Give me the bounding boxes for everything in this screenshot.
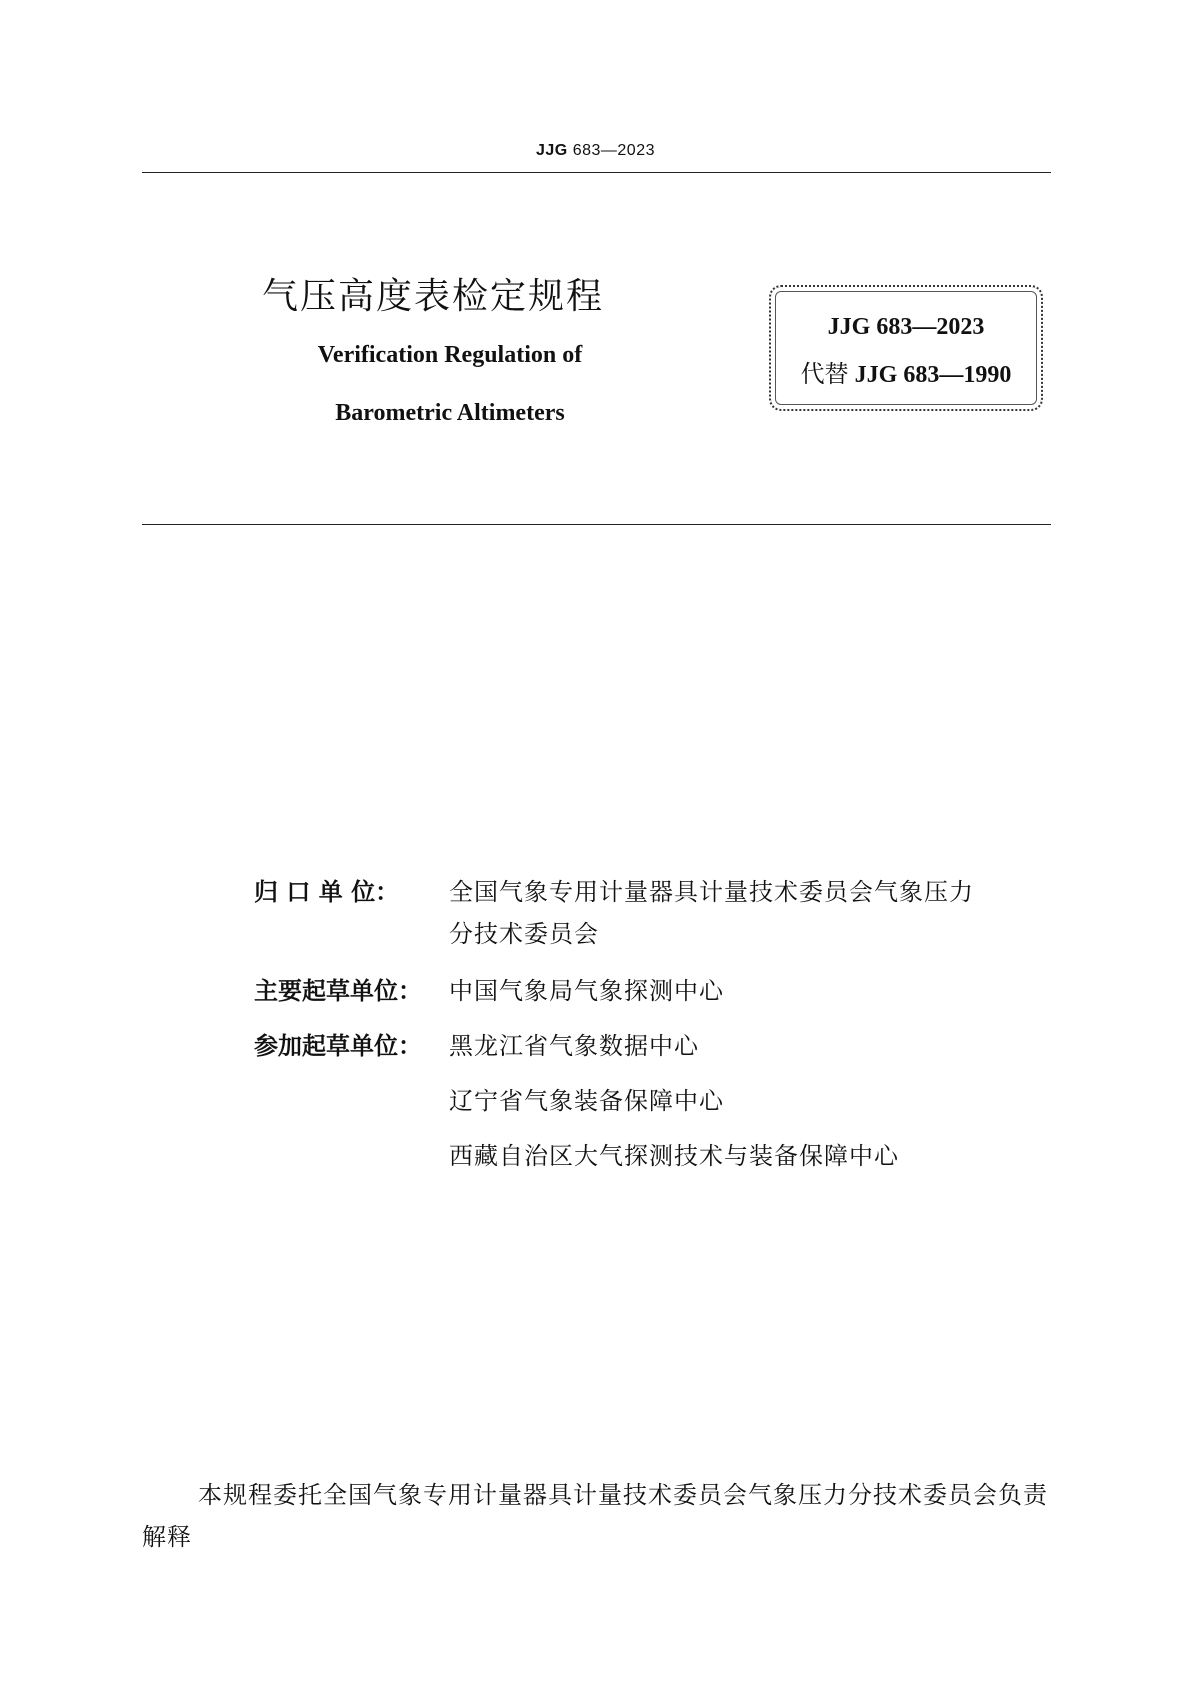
replaces-code [771, 354, 1041, 389]
main-drafting-unit-row [254, 971, 724, 1011]
page-title-chinese: 气压高度表检定规程 [262, 276, 605, 317]
participating-unit-row [254, 1026, 699, 1066]
main-drafting-unit-value: 中国气象局气象探测中心 [449, 977, 724, 1005]
responsible-unit-row-cont [449, 914, 599, 954]
header-code-number: 683—2023 [567, 142, 655, 159]
header-code-prefix: JJG [536, 142, 568, 159]
interpretation-note: 本规程委托全国气象专用计量器具计量技术委员会气象压力分技术委员会负责解释 [142, 1481, 1048, 1551]
standard-code-box [769, 285, 1043, 411]
main-drafting-unit-label: 主要起草单位： [254, 977, 422, 1005]
page-title-english-line2: Barometric Altimeters [335, 400, 565, 426]
participating-unit-value: 西藏自治区大气探测技术与装备保障中心 [449, 1142, 899, 1170]
participating-unit-label: 参加起草单位： [254, 1032, 422, 1060]
responsible-unit-value-cont: 分技术委员会 [449, 920, 599, 948]
responsible-unit-label: 归 口 单 位： [254, 878, 400, 906]
replaces-prefix: 代替 [800, 360, 849, 388]
page-title-english-line1: Verification Regulation of [317, 342, 583, 368]
responsible-unit-value: 全国气象专用计量器具计量技术委员会气象压力 [449, 878, 974, 906]
participating-unit-value: 辽宁省气象装备保障中心 [449, 1087, 724, 1115]
replaces-code-number: JJG 683—1990 [848, 362, 1012, 388]
participating-unit-value: 黑龙江省气象数据中心 [449, 1032, 699, 1060]
participating-unit-row [449, 1081, 724, 1121]
responsible-unit-row [254, 872, 974, 912]
running-header-code [0, 142, 1191, 160]
top-divider [142, 172, 1051, 173]
standard-code: JJG 683—2023 [827, 314, 985, 340]
middle-divider [142, 524, 1051, 525]
participating-unit-row [449, 1136, 899, 1176]
